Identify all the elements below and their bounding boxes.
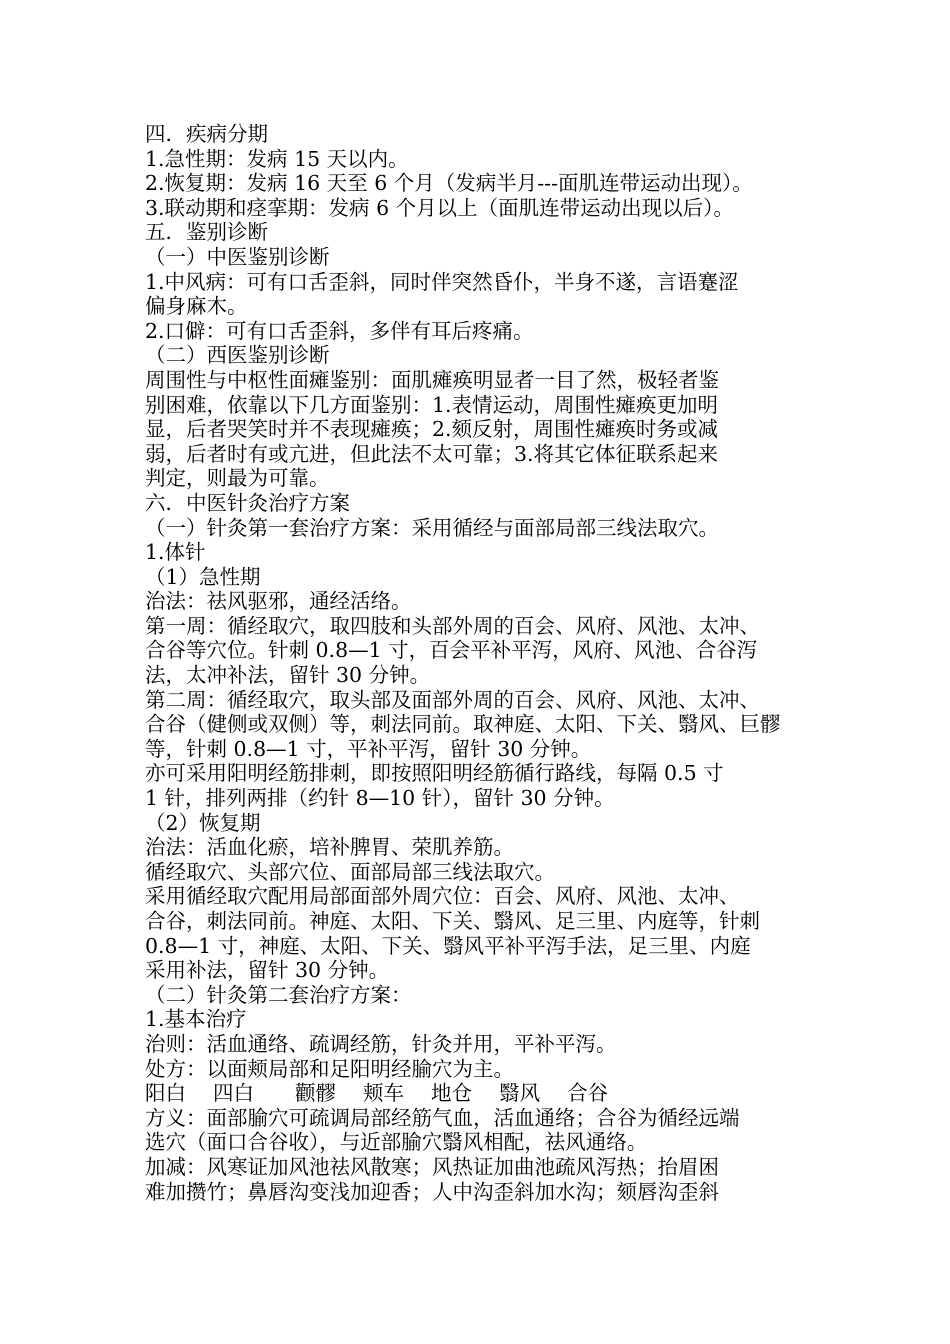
paragraph-line: 法，太冲补法，留针 30 分钟。 [145,663,431,688]
paragraph-line: 弱，后者时有或亢进，但此法不太可靠；3.将其它体征联系起来 [145,441,719,466]
paragraph-line: 判定，则最为可靠。 [145,466,330,491]
paragraph-line: 偏身麻木。 [145,294,248,319]
paragraph-line: 采用循经取穴配用局部面部外周穴位：百会、风府、风池、太冲、 [145,884,740,909]
paragraph-line: 合谷等穴位。针刺 0.8—1 寸，百会平补平泻，风府、风池、合谷泻 [145,638,758,663]
paragraph-line: 3.联动期和痉挛期：发病 6 个月以上（面肌连带运动出现以后）。 [145,195,734,220]
paragraph-line: 方义：面部腧穴可疏调局部经筋气血，活血通络；合谷为循经远端 [145,1105,740,1130]
paragraph-line: 第一周：循经取穴，取四肢和头部外周的百会、风府、风池、太冲、 [145,613,760,638]
subsection-heading: （二）西医鉴别诊断 [145,343,330,368]
subheading: （2）恢复期 [145,810,261,835]
paragraph-line: 治则：活血通络、疏调经筋，针灸并用，平补平泻。 [145,1031,617,1056]
paragraph-line: 周围性与中枢性面瘫鉴别：面肌瘫痪明显者一目了然，极轻者鉴 [145,367,719,392]
subheading: 1.体针 [145,540,206,565]
subsection-heading: （二）针灸第二套治疗方案： [145,982,412,1007]
paragraph-line: 2.口僻：可有口舌歪斜，多伴有耳后疼痛。 [145,318,534,343]
paragraph-line: 治法：活血化瘀，培补脾胃、荣肌养筋。 [145,835,514,860]
subsection-heading: （一）针灸第一套治疗方案：采用循经与面部局部三线法取穴。 [145,515,719,540]
paragraph-line: 合谷（健侧或双侧）等，刺法同前。取神庭、太阳、下关、翳风、巨髎 [145,712,781,737]
paragraph-line: 难加攒竹；鼻唇沟变浅加迎香；人中沟歪斜加水沟；颏唇沟歪斜 [145,1179,719,1204]
paragraph-line: 亦可采用阳明经筋排刺，即按照阳明经筋循行路线，每隔 0.5 寸 [145,761,724,786]
paragraph-line: 等，针刺 0.8—1 寸，平补平泻，留针 30 分钟。 [145,736,592,761]
subheading: 1.基本治疗 [145,1007,247,1032]
subsection-heading: （一）中医鉴别诊断 [145,244,330,269]
section-heading-6: 六．中医针灸治疗方案 [145,490,350,515]
paragraph-line: 采用补法，留针 30 分钟。 [145,958,390,983]
paragraph-line: 循经取穴、头部穴位、面部局部三线法取穴。 [145,859,555,884]
paragraph-line: 1 针，排列两排（约针 8—10 针），留针 30 分钟。 [145,786,615,811]
document-body [145,122,825,1204]
paragraph-line: 1.中风病：可有口舌歪斜，同时伴突然昏仆，半身不遂，言语蹇涩 [145,269,739,294]
paragraph-line: 第二周：循经取穴，取头部及面部外周的百会、风府、风池、太冲、 [145,687,760,712]
subheading: （1）急性期 [145,564,261,589]
paragraph-line: 加减：风寒证加风池祛风散寒；风热证加曲池疏风泻热；抬眉困 [145,1154,719,1179]
section-heading-5: 五．鉴别诊断 [145,220,268,245]
section-heading-4: 四．疾病分期 [145,122,268,146]
paragraph-line: 合谷，刺法同前。神庭、太阳、下关、翳风、足三里、内庭等，针刺 [145,909,760,933]
paragraph-line: 别困难，依靠以下几方面鉴别：1.表情运动，周围性瘫痪更加明 [145,392,719,417]
paragraph-line: 选穴（面口合谷收），与近部腧穴翳风相配，祛风通络。 [145,1130,648,1155]
paragraph-line: 1.急性期：发病 15 天以内。 [145,146,409,171]
paragraph-line: 0.8—1 寸，神庭、太阳、下关、翳风平补平泻手法，足三里、内庭 [145,933,751,958]
paragraph-line: 治法：祛风驱邪，通经活络。 [145,589,412,614]
acupoint-list: 阳白 四白 颧髎 颊车 地仓 翳风 合谷 [145,1081,609,1106]
paragraph-line: 显，后者哭笑时并不表现瘫痪；2.颏反射，周围性瘫痪时务或减 [145,417,719,442]
paragraph-line: 处方：以面颊局部和足阳明经腧穴为主。 [145,1056,514,1081]
paragraph-line: 2.恢复期：发病 16 天至 6 个月（发病半月---面肌连带运动出现）。 [145,171,753,196]
